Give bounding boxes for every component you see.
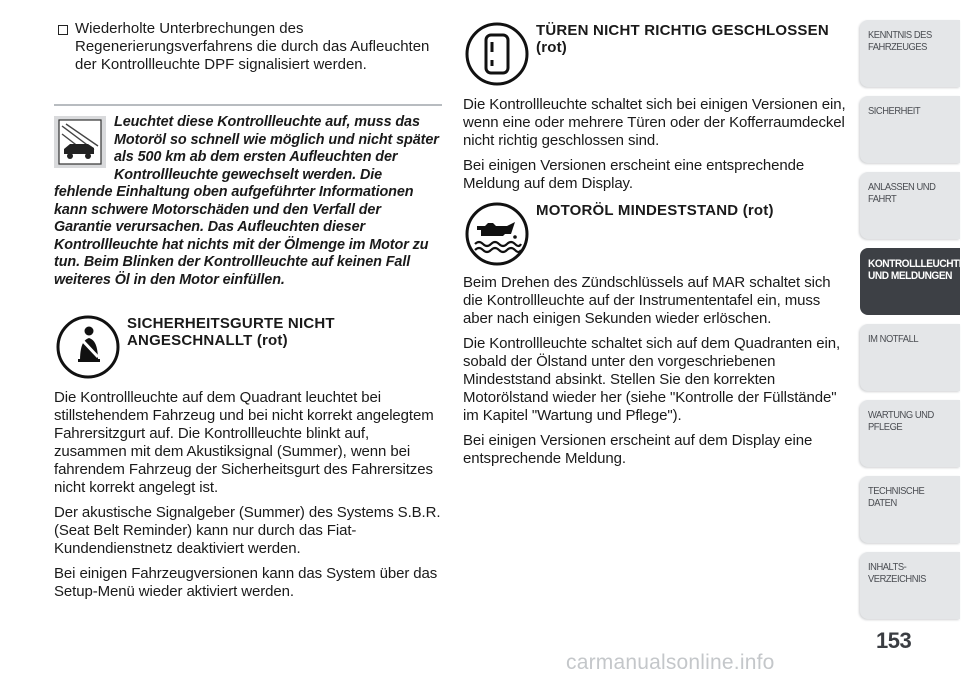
tab-wartung[interactable] <box>860 400 960 467</box>
right-column <box>463 20 848 475</box>
tab-anlassen[interactable] <box>860 172 960 239</box>
tab-inhaltsverzeichnis[interactable] <box>860 552 960 619</box>
doors-title: TÜREN NICHT RICHTIG GESCHLOSSEN (rot) <box>536 22 829 56</box>
seatbelt-icon <box>54 313 122 381</box>
seatbelt-paragraph-2: Der akustische Signalgeber (Summer) des Systems S.B.R. (Seat Belt Reminder) kann nur durch das Fiat-Kundendienstnetz deaktiviert werden. <box>54 504 441 557</box>
checkbox-bullet-icon <box>58 25 68 35</box>
road-splash-warning-icon <box>54 116 106 168</box>
oil-heading <box>463 200 848 274</box>
tab-label: INHALTS- <box>868 562 907 573</box>
oil-title: MOTORÖL MINDESTSTAND (rot) <box>536 202 774 219</box>
tab-label: KONTROLLLEUCHTEN <box>868 258 972 270</box>
door-open-icon <box>463 20 531 88</box>
doors-paragraph-2: Bei einigen Versionen erscheint eine entsprechende Meldung auf dem Display. <box>463 157 805 192</box>
oil-paragraph-1: Beim Drehen des Zündschlüssels auf MAR schaltet sich die Kontrollleuchte auf der Instrumententafel ein, muss aber nach einigen Sekunden wieder erlöschen. <box>463 274 831 327</box>
oil-paragraph-2: Die Kontrollleuchte schaltet sich auf dem Quadranten ein, sobald der Ölstand unter den vorgeschriebenen Mindeststand absinkt. Stellen Sie den korrekten Motorölstand wieder her (siehe "Kontrolle der Füllstände" im Kapitel "Wartung und Pflege"). <box>463 335 841 424</box>
warning-rule <box>54 104 442 106</box>
tab-label: KENNTNIS DES <box>868 30 932 41</box>
tab-kenntnis[interactable] <box>860 20 960 87</box>
tab-label: PFLEGE <box>868 422 903 433</box>
tab-label: TECHNISCHE DATEN <box>868 486 925 509</box>
doors-paragraph-1: Die Kontrollleuchte schaltet sich bei einigen Versionen ein, wenn eine oder mehrere Türen oder der Kofferraumdeckel nicht richtig geschlossen sind. <box>463 96 846 149</box>
tab-sicherheit[interactable] <box>860 96 960 163</box>
tab-label: SICHERHEIT <box>868 106 921 117</box>
dpf-bullet-text: Wiederholte Unterbrechungen des Regenerierungsverfahrens die durch das Aufleuchten der Kontrollleuchte DPF signalisiert werden. <box>75 20 430 73</box>
tab-label: WARTUNG UND <box>868 410 934 421</box>
tab-label: UND MELDUNGEN <box>868 270 952 282</box>
tab-label: FAHRZEUGES <box>868 42 927 53</box>
left-column <box>54 20 442 608</box>
chapter-tabs <box>860 20 972 628</box>
warning-text: Leuchtet diese Kontrollleuchte auf, muss das Motoröl so schnell wie möglich und nicht später als 500 km ab dem ersten Aufleuchten der Kontrollleuchte gewechselt werden. Die fehlende Einhaltung oben aufgeführter Informationen kann schwere Motorschäden und den Verfall der Garantie verursachen. Das Aufleuchten dieser Kontrollleuchte hat nichts mit der Ölmenge im Motor zu tun. Beim Blinken der Kontrollleuchte auf keinen Fall weiteres Öl in den Motor einfüllen. <box>54 114 439 288</box>
oil-can-icon <box>463 200 531 268</box>
seatbelt-title: SICHERHEITSGURTE NICHT ANGESCHNALLT (rot) <box>127 315 335 349</box>
tab-notfall[interactable] <box>860 324 960 391</box>
seatbelt-paragraph-1: Die Kontrollleuchte auf dem Quadrant leuchtet bei stillstehendem Fahrzeug und bei nicht korrekt angelegtem Fahrersitzgurt auf. Die Kontrollleuchte blinkt auf, zusammen mit dem Akustiksignal (Summer), wenn bei fahrendem Fahrzeug der Sicherheitsgurt des Fahrersitzes nicht korrekt angelegt ist. <box>54 389 434 496</box>
dpf-bullet <box>54 20 442 74</box>
tab-technische-daten[interactable] <box>860 476 960 543</box>
tab-label: FAHRT <box>868 194 897 205</box>
seatbelt-paragraph-3: Bei einigen Fahrzeugversionen kann das System über das Setup-Menü wieder aktiviert werden. <box>54 565 438 600</box>
doors-heading <box>463 20 848 96</box>
page-number: 153 <box>876 628 912 653</box>
watermark: carmanualsonline.info <box>566 651 775 674</box>
tab-label: ANLASSEN UND <box>868 182 936 193</box>
tab-label: VERZEICHNIS <box>868 574 926 585</box>
tab-label: IM NOTFALL <box>868 334 919 345</box>
oil-paragraph-3: Bei einigen Versionen erscheint auf dem Display eine entsprechende Meldung. <box>463 432 813 467</box>
seatbelt-heading <box>54 313 442 389</box>
tab-kontrollleuchten[interactable] <box>860 248 972 315</box>
oil-change-warning <box>54 104 442 289</box>
